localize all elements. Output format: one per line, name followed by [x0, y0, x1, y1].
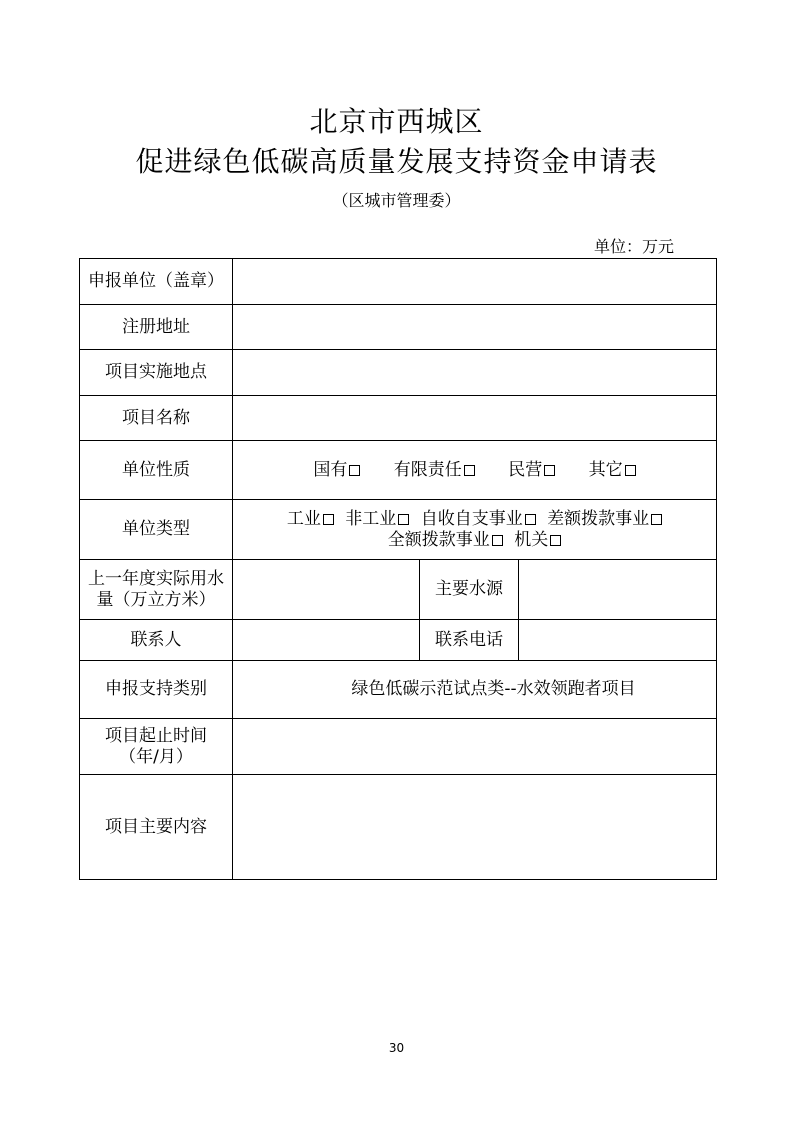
- checkbox-icon[interactable]: [651, 514, 662, 525]
- water-source-field[interactable]: [519, 560, 717, 620]
- row-water: [80, 560, 717, 620]
- period-label: 项目起止时间（年/月）: [80, 719, 233, 775]
- checkbox-icon[interactable]: [349, 465, 360, 476]
- nature-option-private[interactable]: [508, 460, 555, 480]
- checkbox-icon[interactable]: [464, 465, 475, 476]
- type-option-full-funded[interactable]: [388, 530, 503, 550]
- subtitle: （区城市管理委）: [332, 191, 461, 210]
- water-usage-field[interactable]: [233, 560, 420, 620]
- type-option-label: 工业: [286, 508, 321, 529]
- row-category: [80, 661, 717, 719]
- location-field[interactable]: [233, 350, 717, 396]
- page-number: 30: [388, 1041, 405, 1055]
- address-field[interactable]: [233, 305, 717, 350]
- category-value: 绿色低碳示范试点类--水效领跑者项目: [233, 661, 717, 719]
- row-address: [80, 305, 717, 350]
- project-name-label: 项目名称: [80, 396, 233, 441]
- checkbox-icon[interactable]: [625, 465, 636, 476]
- nature-option-label: 民营: [508, 459, 543, 480]
- checkbox-icon[interactable]: [544, 465, 555, 476]
- phone-field[interactable]: [519, 620, 717, 661]
- type-option-industrial[interactable]: [287, 509, 334, 529]
- applicant-label: 申报单位（盖章）: [80, 259, 233, 305]
- phone-label: 联系电话: [420, 620, 519, 661]
- checkbox-icon[interactable]: [323, 514, 334, 525]
- type-option-self-funded[interactable]: [421, 509, 536, 529]
- type-option-label: 机关: [514, 529, 549, 550]
- type-option-label: 全额拨款事业: [387, 529, 490, 550]
- checkbox-icon[interactable]: [398, 514, 409, 525]
- nature-option-other[interactable]: [589, 460, 636, 480]
- address-label: 注册地址: [80, 305, 233, 350]
- checkbox-icon[interactable]: [525, 514, 536, 525]
- type-option-label: 非工业: [345, 508, 397, 529]
- row-type: [80, 500, 717, 560]
- type-option-partial-funded[interactable]: [547, 509, 662, 529]
- type-option-non-industrial[interactable]: [345, 509, 409, 529]
- project-name-field[interactable]: [233, 396, 717, 441]
- content-field[interactable]: [233, 775, 717, 880]
- row-nature: [80, 441, 717, 500]
- type-option-label: 差额拨款事业: [547, 508, 650, 529]
- title-line-2: 促进绿色低碳高质量发展支持资金申请表: [135, 145, 658, 178]
- row-project-name: [80, 396, 717, 441]
- nature-option-label: 国有: [313, 459, 348, 480]
- contact-field[interactable]: [233, 620, 420, 661]
- unit-label: 单位：万元: [594, 237, 675, 256]
- type-options: [233, 500, 717, 560]
- location-label: 项目实施地点: [80, 350, 233, 396]
- content-label: 项目主要内容: [80, 775, 233, 880]
- category-label: 申报支持类别: [80, 661, 233, 719]
- checkbox-icon[interactable]: [492, 535, 503, 546]
- applicant-field[interactable]: [233, 259, 717, 305]
- water-usage-label: 上一年度实际用水量（万立方米）: [80, 560, 233, 620]
- type-option-government[interactable]: [514, 530, 561, 550]
- nature-option-state[interactable]: [313, 460, 360, 480]
- type-label: 单位类型: [80, 500, 233, 560]
- nature-options: [233, 441, 717, 500]
- nature-option-label: 有限责任: [393, 459, 462, 480]
- row-period: [80, 719, 717, 775]
- title-line-1: 北京市西城区: [309, 105, 484, 138]
- row-applicant: [80, 259, 717, 305]
- row-content: [80, 775, 717, 880]
- nature-option-limited[interactable]: [394, 460, 475, 480]
- nature-label: 单位性质: [80, 441, 233, 500]
- contact-label: 联系人: [80, 620, 233, 661]
- checkbox-icon[interactable]: [550, 535, 561, 546]
- nature-option-label: 其它: [588, 459, 623, 480]
- application-form-table: [79, 258, 717, 880]
- row-location: [80, 350, 717, 396]
- period-field[interactable]: [233, 719, 717, 775]
- water-source-label: 主要水源: [420, 560, 519, 620]
- type-option-label: 自收自支事业: [420, 508, 523, 529]
- row-contact: [80, 620, 717, 661]
